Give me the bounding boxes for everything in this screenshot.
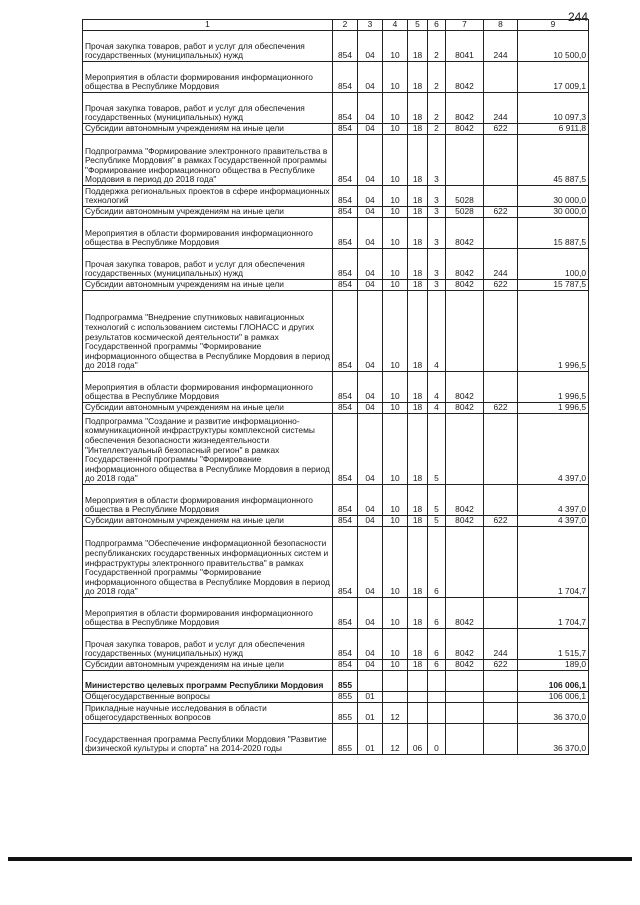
col-2-code: 854 (333, 280, 358, 291)
col-2-code: 854 (333, 598, 358, 629)
col-3-code: 04 (358, 516, 383, 527)
col-8-code: 622 (484, 516, 518, 527)
col-5-code: 18 (408, 660, 428, 671)
col-5-code: 18 (408, 527, 428, 598)
col-8-code: 244 (484, 249, 518, 280)
col-6-code (428, 692, 446, 703)
amount-cell: 1 996,5 (518, 372, 589, 403)
col-3-code: 04 (358, 485, 383, 516)
amount-cell: 1 996,5 (518, 291, 589, 372)
col-8-code: 244 (484, 31, 518, 62)
col-2-code: 854 (333, 403, 358, 414)
col-2-code: 854 (333, 629, 358, 660)
col-8-code: 622 (484, 660, 518, 671)
col-3-code: 04 (358, 629, 383, 660)
col-8-code: 622 (484, 280, 518, 291)
col-7-code: 8042 (446, 124, 484, 135)
amount-cell: 15 887,5 (518, 218, 589, 249)
col-3-code: 04 (358, 31, 383, 62)
col-2-code: 855 (333, 671, 358, 692)
col-6-code: 4 (428, 372, 446, 403)
col-4-code: 10 (383, 186, 408, 207)
col-2-code: 854 (333, 527, 358, 598)
col-3-code: 04 (358, 403, 383, 414)
col-2-code: 854 (333, 135, 358, 186)
col-6-code: 2 (428, 124, 446, 135)
col-7-code (446, 671, 484, 692)
col-6-code: 4 (428, 403, 446, 414)
table-row (83, 372, 589, 403)
col-7-code: 8042 (446, 516, 484, 527)
col-5-code: 18 (408, 516, 428, 527)
page-number: 244 (567, 10, 588, 24)
header-cell: 5 (408, 20, 428, 31)
col-4-code: 10 (383, 372, 408, 403)
row-name: Субсидии автономным учреждениям на иные цели (83, 207, 333, 218)
row-name: Прочая закупка товаров, работ и услуг для обеспечения государственных (муниципальных) нужд (83, 93, 333, 124)
col-3-code: 04 (358, 249, 383, 280)
col-6-code: 6 (428, 660, 446, 671)
col-7-code: 5028 (446, 207, 484, 218)
amount-cell: 4 397,0 (518, 414, 589, 485)
col-2-code: 854 (333, 516, 358, 527)
col-4-code: 10 (383, 660, 408, 671)
col-6-code: 3 (428, 249, 446, 280)
col-6-code: 3 (428, 207, 446, 218)
budget-table (82, 19, 589, 755)
table-row (83, 516, 589, 527)
col-3-code: 04 (358, 527, 383, 598)
col-8-code (484, 186, 518, 207)
col-2-code: 855 (333, 724, 358, 755)
col-7-code (446, 527, 484, 598)
row-name: Подпрограмма "Внедрение спутниковых навигационных технологий с использованием системы ГЛОНАСС и других результатов космической деятельности" в рамках Государственной программы "Формирование информационного общества в Республике Мордовия в период до 2018 года" (83, 291, 333, 372)
col-2-code: 854 (333, 485, 358, 516)
col-4-code: 10 (383, 629, 408, 660)
table-row (83, 62, 589, 93)
col-4-code: 10 (383, 135, 408, 186)
header-cell: 9 (518, 20, 589, 31)
col-5-code: 18 (408, 280, 428, 291)
col-8-code (484, 692, 518, 703)
col-5-code: 18 (408, 629, 428, 660)
col-3-code: 01 (358, 692, 383, 703)
amount-cell: 30 000,0 (518, 186, 589, 207)
col-7-code: 8042 (446, 485, 484, 516)
header-cell: 8 (484, 20, 518, 31)
row-name: Субсидии автономным учреждениям на иные цели (83, 280, 333, 291)
col-7-code: 8042 (446, 93, 484, 124)
row-name: Государственная программа Республики Мордовия "Развитие физической культуры и спорта" на 2014-2020 годы (83, 724, 333, 755)
amount-cell: 100,0 (518, 249, 589, 280)
col-7-code (446, 703, 484, 724)
col-5-code: 18 (408, 598, 428, 629)
row-name: Подпрограмма "Создание и развитие информационно-коммуникационной инфраструктуры комплексной системы обеспечения безопасности жизнедеятельности "Интеллектуальный безопасный регион" в рамках Государственной программы "Формирование информационного общества в Республике Мордовия в период до 2018 года" (83, 414, 333, 485)
col-2-code: 854 (333, 62, 358, 93)
col-4-code: 10 (383, 31, 408, 62)
col-3-code: 04 (358, 93, 383, 124)
col-3-code: 04 (358, 218, 383, 249)
col-5-code: 18 (408, 135, 428, 186)
col-2-code: 854 (333, 207, 358, 218)
row-name: Мероприятия в области формирования информационного общества в Республике Мордовия (83, 598, 333, 629)
col-7-code (446, 692, 484, 703)
amount-cell: 30 000,0 (518, 207, 589, 218)
col-2-code: 855 (333, 703, 358, 724)
table-row (83, 291, 589, 372)
row-name: Субсидии автономным учреждениям на иные цели (83, 403, 333, 414)
col-6-code: 0 (428, 724, 446, 755)
amount-cell: 106 006,1 (518, 692, 589, 703)
col-8-code: 244 (484, 629, 518, 660)
col-8-code (484, 598, 518, 629)
table-row (83, 403, 589, 414)
table-row (83, 414, 589, 485)
col-5-code (408, 692, 428, 703)
col-2-code: 854 (333, 93, 358, 124)
col-6-code: 6 (428, 527, 446, 598)
col-6-code: 6 (428, 629, 446, 660)
row-name: Общегосударственные вопросы (83, 692, 333, 703)
col-2-code: 854 (333, 124, 358, 135)
col-6-code: 5 (428, 516, 446, 527)
col-7-code: 5028 (446, 186, 484, 207)
row-name: Субсидии автономным учреждениям на иные цели (83, 516, 333, 527)
col-5-code (408, 671, 428, 692)
amount-cell: 1 996,5 (518, 403, 589, 414)
table-row (83, 527, 589, 598)
table-row (83, 218, 589, 249)
col-4-code: 10 (383, 280, 408, 291)
row-name: Министерство целевых программ Республики Мордовия (83, 671, 333, 692)
col-5-code: 18 (408, 249, 428, 280)
col-7-code (446, 724, 484, 755)
col-6-code: 4 (428, 291, 446, 372)
col-7-code: 8042 (446, 249, 484, 280)
col-3-code: 04 (358, 207, 383, 218)
col-2-code: 855 (333, 692, 358, 703)
col-3-code: 04 (358, 660, 383, 671)
col-5-code: 18 (408, 62, 428, 93)
col-7-code: 8042 (446, 218, 484, 249)
col-4-code: 12 (383, 724, 408, 755)
amount-cell: 4 397,0 (518, 485, 589, 516)
col-3-code: 04 (358, 372, 383, 403)
table-body (83, 20, 589, 755)
header-cell: 7 (446, 20, 484, 31)
table-row (83, 124, 589, 135)
col-5-code: 06 (408, 724, 428, 755)
row-name: Прочая закупка товаров, работ и услуг для обеспечения государственных (муниципальных) нужд (83, 249, 333, 280)
col-3-code: 04 (358, 280, 383, 291)
col-7-code (446, 414, 484, 485)
col-8-code (484, 372, 518, 403)
table-row (83, 660, 589, 671)
amount-cell: 1 704,7 (518, 527, 589, 598)
amount-cell: 189,0 (518, 660, 589, 671)
col-5-code: 18 (408, 31, 428, 62)
row-name: Мероприятия в области формирования информационного общества в Республике Мордовия (83, 372, 333, 403)
col-5-code (408, 703, 428, 724)
row-name: Мероприятия в области формирования информационного общества в Республике Мордовия (83, 485, 333, 516)
table-row (83, 207, 589, 218)
row-name: Мероприятия в области формирования информационного общества в Республике Мордовия (83, 62, 333, 93)
row-name: Субсидии автономным учреждениям на иные цели (83, 660, 333, 671)
col-6-code: 5 (428, 485, 446, 516)
col-5-code: 18 (408, 207, 428, 218)
col-6-code: 3 (428, 186, 446, 207)
col-6-code: 6 (428, 598, 446, 629)
col-2-code: 854 (333, 372, 358, 403)
col-4-code: 10 (383, 516, 408, 527)
row-name: Субсидии автономным учреждениям на иные цели (83, 124, 333, 135)
col-8-code: 622 (484, 207, 518, 218)
amount-cell: 10 500,0 (518, 31, 589, 62)
col-2-code: 854 (333, 660, 358, 671)
header-cell: 1 (83, 20, 333, 31)
col-8-code (484, 218, 518, 249)
col-2-code: 854 (333, 186, 358, 207)
table-row (83, 31, 589, 62)
col-6-code: 3 (428, 135, 446, 186)
col-6-code: 2 (428, 93, 446, 124)
col-7-code: 8042 (446, 372, 484, 403)
col-3-code: 04 (358, 124, 383, 135)
col-3-code: 04 (358, 291, 383, 372)
row-name: Прочая закупка товаров, работ и услуг для обеспечения государственных (муниципальных) нужд (83, 629, 333, 660)
col-4-code: 10 (383, 527, 408, 598)
col-7-code: 8041 (446, 31, 484, 62)
col-4-code: 10 (383, 249, 408, 280)
col-7-code (446, 135, 484, 186)
col-8-code (484, 414, 518, 485)
col-6-code: 3 (428, 218, 446, 249)
col-8-code (484, 527, 518, 598)
col-8-code (484, 724, 518, 755)
header-row (83, 20, 589, 31)
col-4-code: 10 (383, 124, 408, 135)
col-7-code (446, 291, 484, 372)
row-name: Прикладные научные исследования в области общегосударственных вопросов (83, 703, 333, 724)
col-7-code: 8042 (446, 598, 484, 629)
amount-cell: 36 370,0 (518, 724, 589, 755)
col-7-code: 8042 (446, 62, 484, 93)
col-3-code: 01 (358, 703, 383, 724)
header-cell: 4 (383, 20, 408, 31)
col-3-code: 04 (358, 598, 383, 629)
col-2-code: 854 (333, 218, 358, 249)
amount-cell: 36 370,0 (518, 703, 589, 724)
amount-cell: 106 006,1 (518, 671, 589, 692)
col-4-code: 10 (383, 598, 408, 629)
col-2-code: 854 (333, 249, 358, 280)
amount-cell: 17 009,1 (518, 62, 589, 93)
col-5-code: 18 (408, 372, 428, 403)
amount-cell: 10 097,3 (518, 93, 589, 124)
header-cell: 6 (428, 20, 446, 31)
col-8-code (484, 485, 518, 516)
amount-cell: 6 911,8 (518, 124, 589, 135)
col-4-code (383, 671, 408, 692)
col-7-code: 8042 (446, 660, 484, 671)
col-6-code: 3 (428, 280, 446, 291)
col-3-code: 01 (358, 724, 383, 755)
col-4-code: 10 (383, 485, 408, 516)
col-6-code (428, 671, 446, 692)
col-7-code: 8042 (446, 280, 484, 291)
bottom-rule (8, 857, 632, 861)
col-6-code (428, 703, 446, 724)
col-4-code: 10 (383, 414, 408, 485)
col-4-code: 10 (383, 62, 408, 93)
col-8-code: 622 (484, 403, 518, 414)
header-cell: 2 (333, 20, 358, 31)
amount-cell: 45 887,5 (518, 135, 589, 186)
table-row (83, 135, 589, 186)
col-3-code: 04 (358, 186, 383, 207)
header-cell: 3 (358, 20, 383, 31)
col-8-code (484, 62, 518, 93)
table-row (83, 692, 589, 703)
col-8-code: 622 (484, 124, 518, 135)
col-4-code: 10 (383, 403, 408, 414)
row-name: Подпрограмма "Обеспечение информационной безопасности республиканских государственных информационных систем и инфраструктуры электронного правительства" в рамках Государственной программы "Формирование информационного общества в Республике Мордовия в период до 2018 года" (83, 527, 333, 598)
row-name: Мероприятия в области формирования информационного общества в Республике Мордовия (83, 218, 333, 249)
col-4-code: 10 (383, 291, 408, 372)
table-row (83, 249, 589, 280)
amount-cell: 1 704,7 (518, 598, 589, 629)
col-4-code: 12 (383, 703, 408, 724)
col-6-code: 2 (428, 31, 446, 62)
col-5-code: 18 (408, 93, 428, 124)
col-5-code: 18 (408, 186, 428, 207)
table-row (83, 485, 589, 516)
col-4-code: 10 (383, 93, 408, 124)
col-3-code: 04 (358, 414, 383, 485)
col-5-code: 18 (408, 124, 428, 135)
col-6-code: 2 (428, 62, 446, 93)
col-5-code: 18 (408, 291, 428, 372)
col-7-code: 8042 (446, 403, 484, 414)
amount-cell: 15 787,5 (518, 280, 589, 291)
col-2-code: 854 (333, 291, 358, 372)
table-row (83, 93, 589, 124)
col-4-code: 10 (383, 207, 408, 218)
col-4-code: 10 (383, 218, 408, 249)
table-row (83, 703, 589, 724)
table-row (83, 629, 589, 660)
col-4-code (383, 692, 408, 703)
col-5-code: 18 (408, 218, 428, 249)
col-6-code: 5 (428, 414, 446, 485)
table-row (83, 671, 589, 692)
row-name: Поддержка региональных проектов в сфере информационных технологий (83, 186, 333, 207)
table-row (83, 598, 589, 629)
table-row (83, 186, 589, 207)
col-5-code: 18 (408, 414, 428, 485)
table-row (83, 280, 589, 291)
col-3-code: 04 (358, 62, 383, 93)
col-3-code (358, 671, 383, 692)
col-7-code: 8042 (446, 629, 484, 660)
col-8-code (484, 135, 518, 186)
col-8-code: 244 (484, 93, 518, 124)
col-2-code: 854 (333, 31, 358, 62)
amount-cell: 4 397,0 (518, 516, 589, 527)
table-row (83, 724, 589, 755)
col-8-code (484, 671, 518, 692)
col-2-code: 854 (333, 414, 358, 485)
col-8-code (484, 291, 518, 372)
col-5-code: 18 (408, 485, 428, 516)
col-3-code: 04 (358, 135, 383, 186)
row-name: Прочая закупка товаров, работ и услуг для обеспечения государственных (муниципальных) нужд (83, 31, 333, 62)
col-8-code (484, 703, 518, 724)
col-5-code: 18 (408, 403, 428, 414)
row-name: Подпрограмма "Формирование электронного правительства в Республике Мордовия" в рамках Государственной программы "Формирование информационного общества в Республике Мордовия в период до 2018 года" (83, 135, 333, 186)
amount-cell: 1 515,7 (518, 629, 589, 660)
